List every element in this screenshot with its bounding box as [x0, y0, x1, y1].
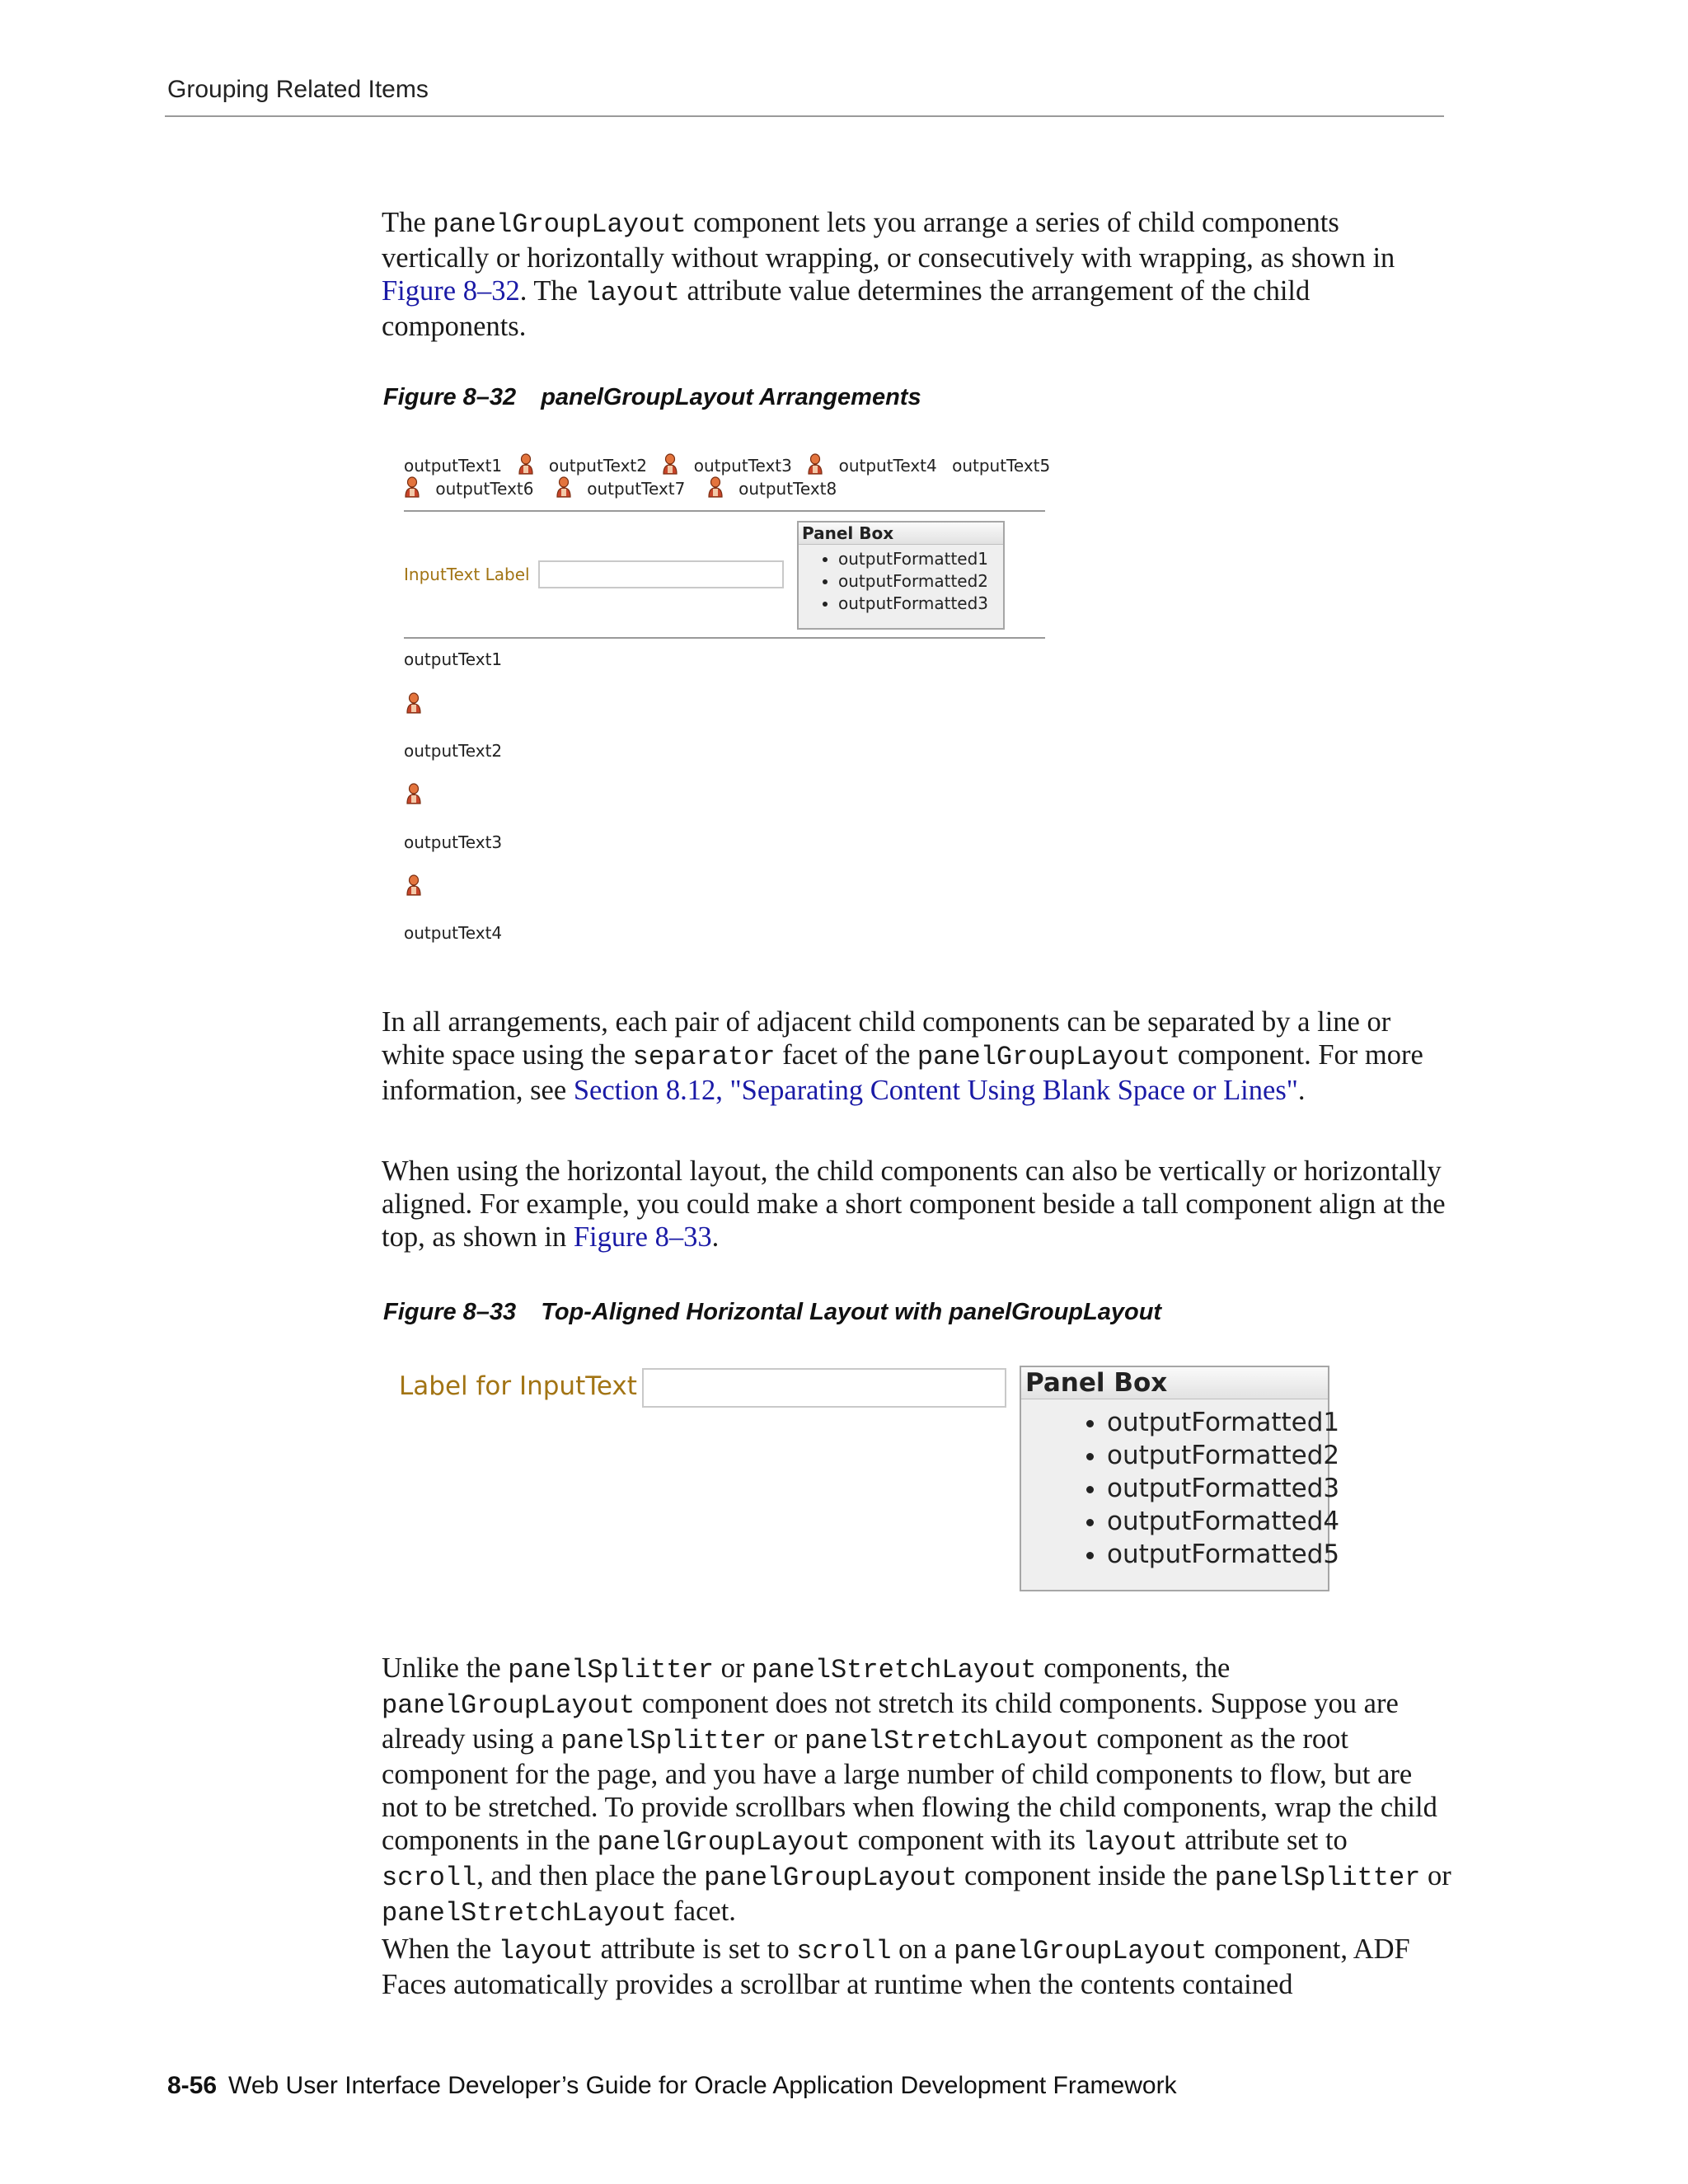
list-item: • outputFormatted5	[1107, 1538, 1328, 1571]
panel-box	[797, 521, 1005, 630]
output-text: outputText4	[404, 923, 503, 943]
panel-box-title: Panel Box	[1021, 1367, 1328, 1399]
panel-box-list	[1021, 1406, 1340, 1571]
output-text: outputText4	[838, 456, 937, 476]
paragraph-alignment: When using the horizontal layout, the child components can also be vertically or horizontally aligned. For example, you could make a short component beside a tall component align at the top, as shown in Figure 8–33.	[382, 1155, 1446, 1253]
list-item: • outputFormatted2	[838, 570, 1003, 593]
list-item: • outputFormatted1	[1107, 1406, 1328, 1439]
input-label: Label for InputText	[399, 1371, 637, 1401]
paragraph-intro: The panelGroupLayout component lets you arrange a series of child components vertically or horizontally without wrapping, or consecutively with wrapping, as shown in Figure 8–32. The layout attribute value determines the arrangement of the child components.	[382, 207, 1395, 342]
running-header: Grouping Related Items	[167, 76, 429, 103]
figure-8-32-caption: Figure 8–32 panelGroupLayout Arrangements	[383, 384, 921, 410]
user-icon	[556, 476, 572, 498]
list-item: • outputFormatted4	[1107, 1505, 1328, 1538]
figure-8-33-screenshot	[396, 1361, 1340, 1601]
wrap-row-2	[404, 476, 837, 499]
output-text: outputText7	[587, 479, 686, 499]
output-text: outputText2	[548, 456, 647, 476]
list-item: • outputFormatted3	[838, 593, 1003, 615]
user-icon	[518, 453, 534, 475]
figure-8-33-link[interactable]: Figure 8–33	[573, 1221, 712, 1253]
output-text: outputText1	[404, 649, 503, 669]
book-title: Web User Interface Developer’s Guide for Oracle Application Development Framework	[228, 2072, 1177, 2099]
output-text: outputText8	[738, 479, 837, 499]
separator-line	[404, 510, 1045, 512]
separator-line	[404, 637, 1045, 639]
page-footer	[167, 2072, 1177, 2100]
user-icon	[406, 692, 422, 714]
output-text: outputText1	[404, 456, 503, 476]
user-icon	[662, 453, 678, 475]
section-8-12-link[interactable]: Section 8.12, "Separating Content Using Blank Space or Lines"	[573, 1075, 1298, 1106]
list-item: • outputFormatted3	[1107, 1472, 1328, 1505]
input-label: InputText Label	[404, 565, 530, 584]
panel-box-list	[799, 548, 1003, 615]
header-rule	[165, 115, 1444, 117]
input-text-field[interactable]	[538, 560, 784, 588]
output-text: outputText2	[404, 741, 503, 761]
output-text: outputText5	[952, 456, 1051, 476]
user-icon	[406, 874, 422, 896]
wrap-row-1	[404, 453, 1050, 476]
user-icon	[406, 783, 422, 804]
panel-box	[1020, 1366, 1340, 1591]
list-item: • outputFormatted2	[1107, 1439, 1328, 1472]
figure-8-32-screenshot	[402, 448, 1051, 951]
user-icon	[807, 453, 823, 475]
paragraph-separator: In all arrangements, each pair of adjacent child components can be separated by a line or white space using the separator facet of the panelGroupLayout component. For more information, see Section 8.12, "Separating Content Using Blank Space or Lines".	[382, 1006, 1423, 1106]
output-text: outputText6	[435, 479, 534, 499]
user-icon	[707, 476, 724, 498]
paragraph-stretch: Unlike the panelSplitter or panelStretchLayout components, the panelGroupLayout component does not stretch its child components. Suppose you are already using a panelSplitter or panelStretchLayout component as the root component for the page, and you have a large number of child components to flow, but are not to be stretched. To provide scrollbars when flowing the child components, wrap the child components in the panelGroupLayout component with its layout attribute set to scroll, and then place the panelGroupLayout component inside the panelSplitter or panelStretchLayout facet.	[382, 1652, 1451, 1929]
figure-8-33-caption: Figure 8–33 Top-Aligned Horizontal Layout with panelGroupLayout	[383, 1299, 1162, 1325]
input-text-field[interactable]	[642, 1368, 1006, 1408]
figure-8-32-link[interactable]: Figure 8–32	[382, 275, 520, 307]
paragraph-scroll: When the layout attribute is set to scroll on a panelGroupLayout component, ADF Faces automatically provides a scrollbar at runtime when the contents contained	[382, 1933, 1410, 2000]
page-number: 8-56	[167, 2072, 218, 2099]
output-text: outputText3	[693, 456, 792, 476]
output-text: outputText3	[404, 832, 503, 852]
panel-box-title: Panel Box	[799, 523, 1003, 545]
user-icon	[404, 476, 420, 498]
list-item: • outputFormatted1	[838, 548, 1003, 570]
